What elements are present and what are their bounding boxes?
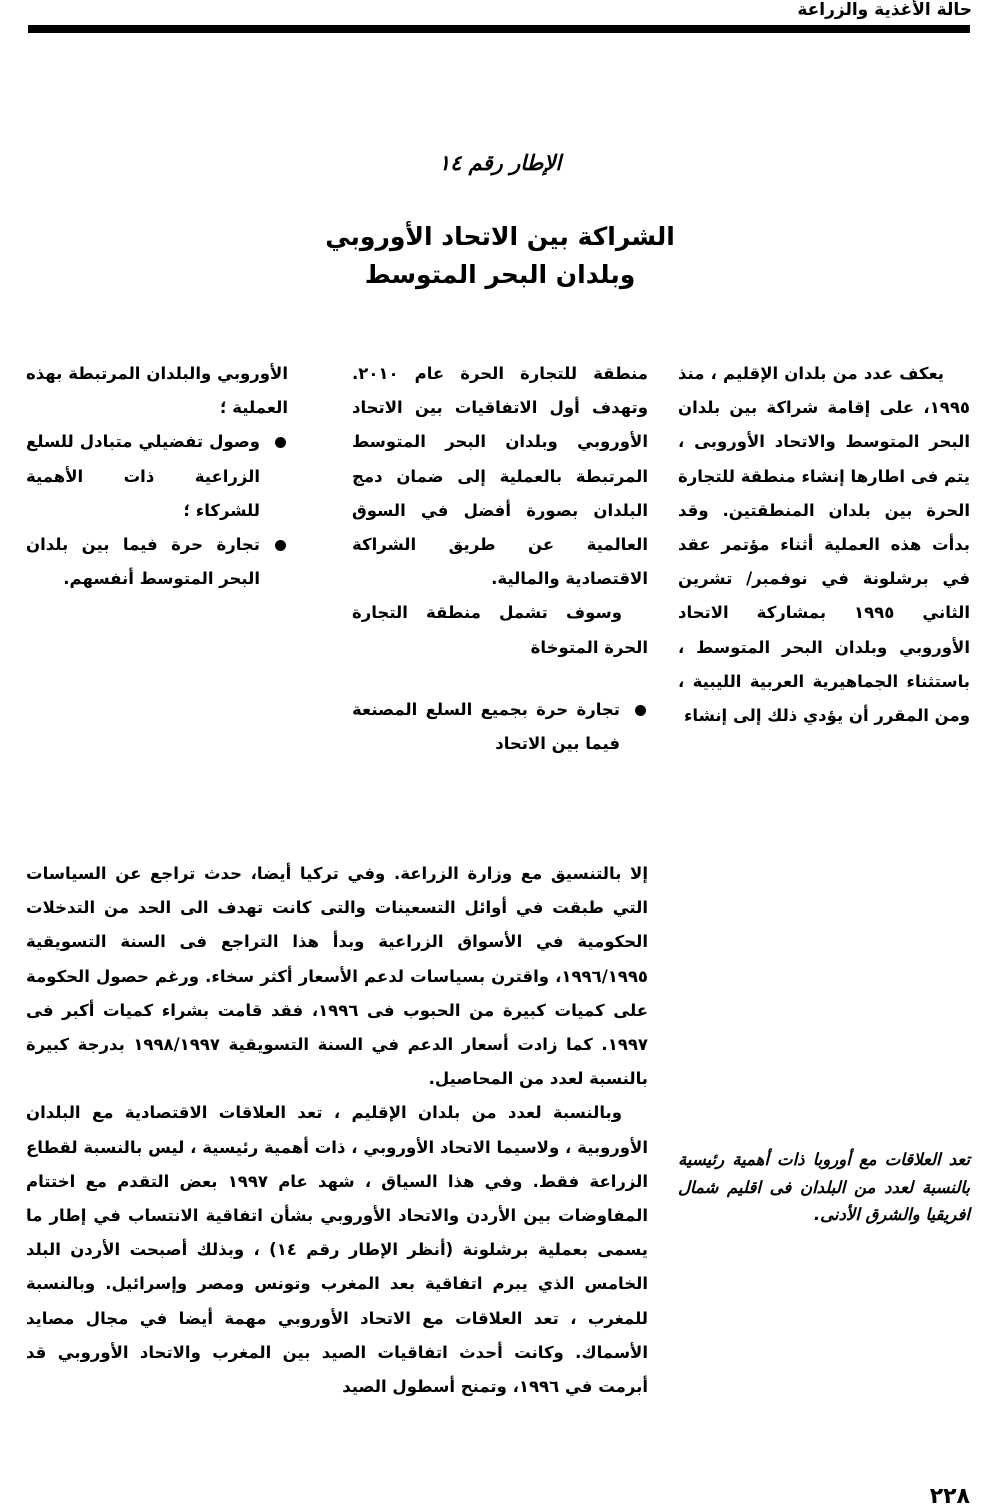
body-text [26,857,648,1404]
box-column-right [678,357,970,733]
box-paragraph: وسوف تشمل منطقة التجارة الحرة المتوخاة [352,603,648,657]
bullet-text: وصول تفضيلي متبادل للسلع الزراعية ذات الأهمية للشركاء ؛ [26,432,260,520]
box-title-line-1: الشراكة بين الاتحاد الأوروبي [325,222,675,251]
box-paragraph: يعكف عدد من بلدان الإقليم ، منذ ١٩٩٥، على إقامة شراكة بين بلدان البحر المتوسط والاتحاد الأوروبى ، يتم فى اطارها إنشاء منطقة للتجارة الحرة بين بلدان المنطقتين. وقد بدأت هذه العملية أثناء مؤتمر عقد في برشلونة في نوفمبر/ تشرين الثاني ١٩٩٥ بمشاركة الاتحاد الأوروبي وبلدان البحر المتوسط ، باستثناء الجماهيرية العربية الليبية ، ومن المقرر أن يؤدي ذلك إلى إنشاء [678,364,970,726]
body-paragraph: وبالنسبة لعدد من بلدان الإقليم ، تعد العلاقات الاقتصادية مع البلدان الأوروبية ، ولاسيما الاتحاد الأوروبي ، ذات أهمية رئيسية ، ليس بالنسبة لقطاع الزراعة فقط. وفي هذا السياق ، شهد عام ١٩٩٧ بعض التقدم مع اختتام المفاوضات بين الأردن والاتحاد الأوروبي بشأن اتفاقية الانتساب في إطار ما يسمى بعملية برشلونة (أنظر الإطار رقم ١٤) ، وبذلك أصبحت الأردن البلد الخامس الذي يبرم اتفاقية بعد المغرب وتونس ومصر وإسرائيل. وبالنسبة للمغرب ، تعد العلاقات مع الاتحاد الأوروبي مهمة أيضا في مجال مصايد الأسماك. وكانت أحدث اتفاقيات الصيد بين المغرب والاتحاد الأوروبي قد أبرمت في ١٩٩٦، وتمنح أسطول الصيد [26,1103,648,1397]
bullet-list [26,425,288,596]
bullet-icon [275,540,286,551]
margin-note: تعد العلاقات مع أوروبا ذات أهمية رئيسية بالنسبة لعدد من البلدان فى اقليم شمال افريقيا والشرق الأدنى. [678,1150,970,1224]
spacer [352,665,648,693]
running-header-title: حالة الأغذية والزراعة [797,0,972,20]
box-title [250,218,750,294]
bullet-icon [635,705,646,716]
body-paragraph: إلا بالتنسيق مع وزارة الزراعة. وفي تركيا أيضا، حدث تراجع عن السياسات التي طبقت في أوائل التسعينات والتى كانت تهدف الى الحد من التدخلات الحكومية في الأسواق الزراعية وبدأ هذا التراجع فى السنة التسويقية ١٩٩٦/١٩٩٥، واقترن بسياسات لدعم الأسعار أكثر سخاء. ورغم حصول الحكومة على كميات كبيرة من الحبوب فى ١٩٩٦، فقد قامت بشراء كميات أكبر فى ١٩٩٧. كما زادت أسعار الدعم في السنة التسويقية ١٩٩٨/١٩٩٧ بدرجة كبيرة بالنسبة لعدد من المحاصيل. [26,864,648,1089]
bullet-item [26,528,288,596]
box-paragraph: منطقة للتجارة الحرة عام ٢٠١٠. وتهدف أول الاتفاقيات بين الاتحاد الأوروبي وبلدان البحر المتوسط المرتبطة بالعملية إلى ضمان دمج البلدان بصورة أفضل في السوق العالمية عن طريق الشراكة الاقتصادية والمالية. [352,364,648,589]
box-column-middle [352,357,648,761]
bullet-text: تجارة حرة بجميع السلع المصنعة فيما بين الاتحاد [352,699,620,754]
box-number-label: الإطار رقم ١٤ [438,151,562,175]
bullet-list [352,693,648,761]
bullet-icon [275,437,286,448]
bullet-text: تجارة حرة فيما بين بلدان البحر المتوسط أنفسهم. [26,535,260,589]
bullet-item [26,425,288,528]
header-rule [28,25,970,33]
box-title-line-2: وبلدان البحر المتوسط [364,260,636,289]
box-column-left [26,357,288,596]
box-paragraph: الأوروبي والبلدان المرتبطة بهذه العملية ؛ [26,364,288,418]
bullet-item [352,693,648,761]
page-number: ٢٢٨ [929,1484,970,1509]
